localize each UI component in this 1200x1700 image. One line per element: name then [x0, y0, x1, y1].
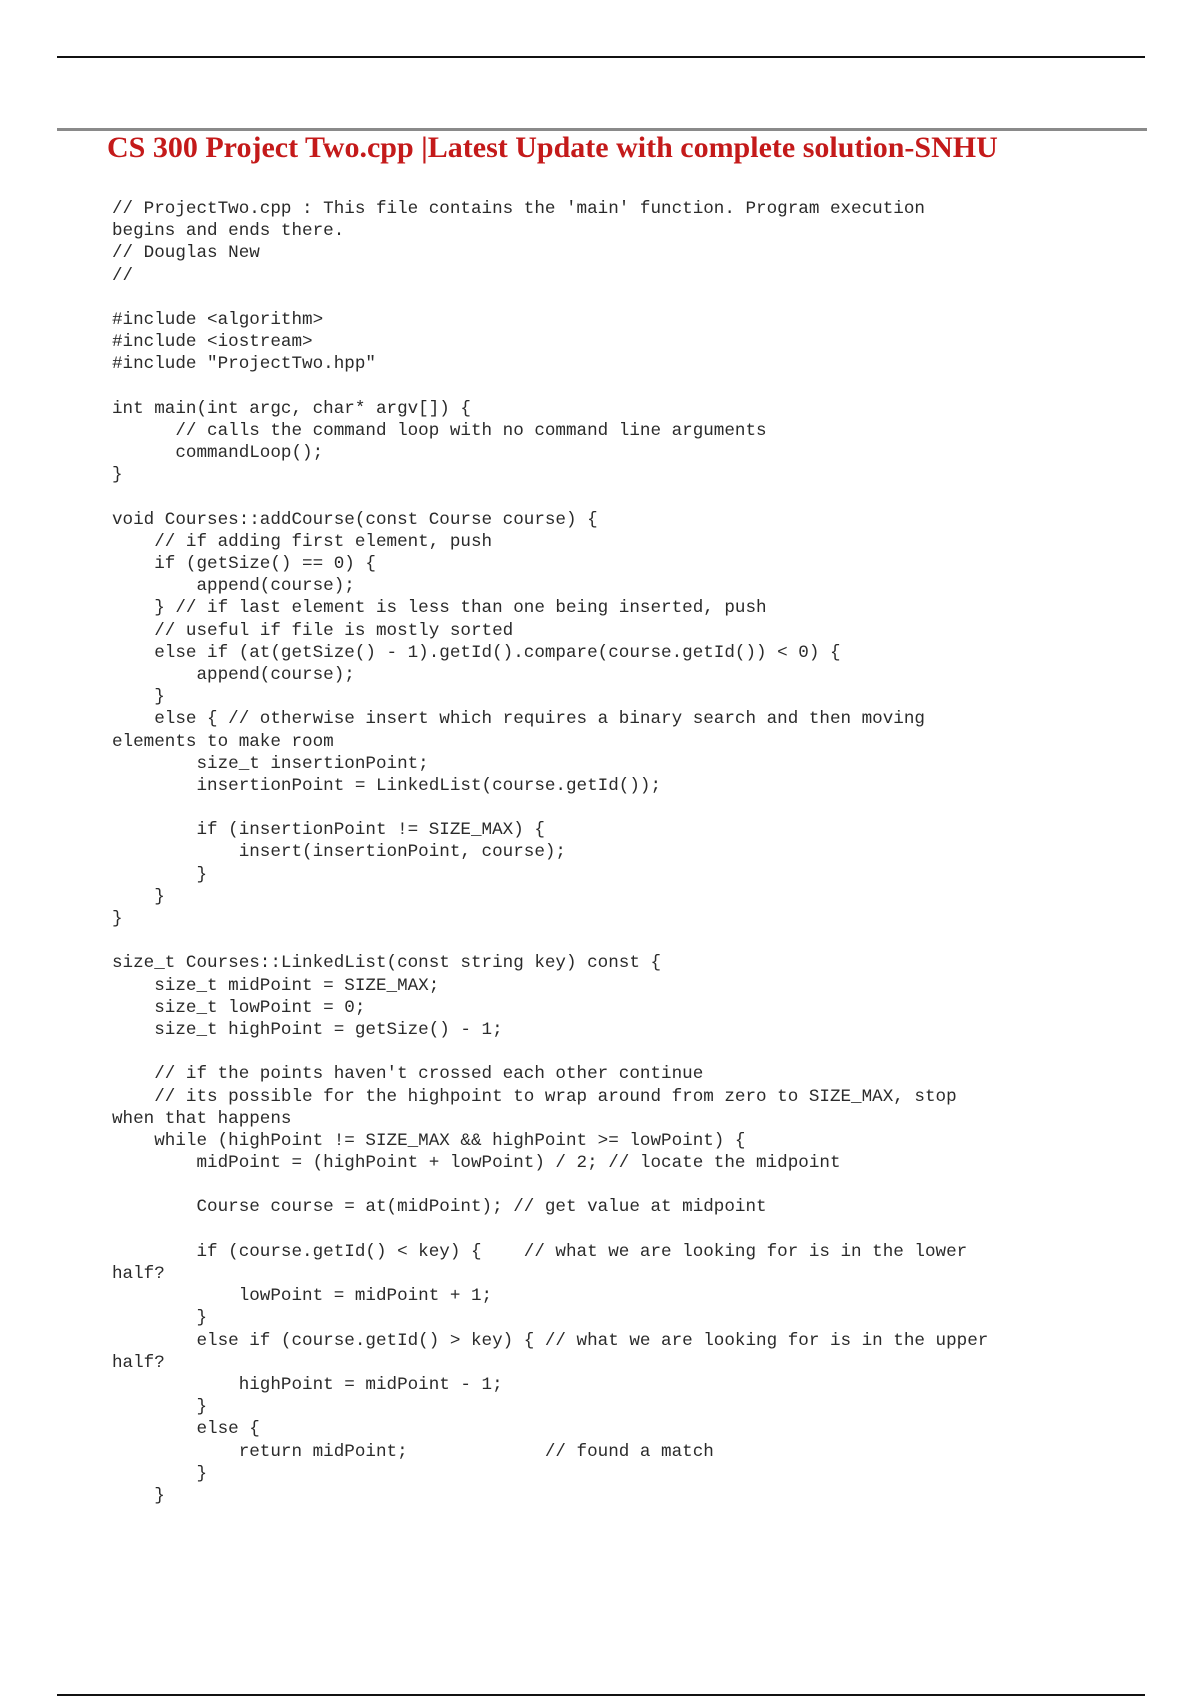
code-line: append(course);: [112, 664, 355, 685]
code-line: // calls the command loop with no command line arguments: [112, 420, 767, 441]
code-line: if (getSize() == 0) {: [112, 554, 376, 574]
code-line: } // if last element is less than one being inserted, push: [112, 598, 767, 619]
code-line: elements to make room: [112, 731, 334, 752]
code-line: [112, 287, 1122, 309]
code-line: size_t midPoint = SIZE_MAX;: [112, 975, 440, 996]
code-line: }: [112, 1308, 208, 1329]
code-line: insert(insertionPoint, course);: [112, 842, 566, 863]
code-line: // if the points haven't crossed each other continue: [112, 1064, 704, 1085]
code-line: }: [112, 909, 123, 929]
code-line: else if (at(getSize() - 1).getId().compare(course.getId()) < 0) {: [112, 642, 841, 663]
code-line: }: [112, 886, 165, 907]
code-line: return midPoint; // found a match: [112, 1441, 714, 1462]
top-rule: [57, 56, 1145, 58]
code-line: highPoint = midPoint - 1;: [112, 1374, 503, 1395]
code-line: #include "ProjectTwo.hpp": [112, 354, 376, 375]
code-line: #include <iostream>: [112, 332, 313, 353]
code-line: // Douglas New: [112, 243, 260, 264]
code-line: lowPoint = midPoint + 1;: [112, 1286, 493, 1307]
code-line: // its possible for the highpoint to wrap around from zero to SIZE_MAX, stop: [112, 1086, 957, 1107]
code-line: [112, 1041, 1122, 1063]
code-line: }: [112, 1485, 165, 1506]
code-line: [112, 930, 1122, 952]
document-title: CS 300 Project Two.cpp |Latest Update with complete solution-SNHU: [107, 131, 998, 164]
code-line: when that happens: [112, 1108, 292, 1129]
code-line: }: [112, 687, 165, 708]
code-line: [112, 1174, 1122, 1196]
code-line: //: [112, 265, 134, 286]
code-line: [112, 486, 1122, 508]
code-line: commandLoop();: [112, 443, 324, 464]
code-line: // if adding first element, push: [112, 531, 493, 552]
code-line: size_t highPoint = getSize() - 1;: [112, 1019, 503, 1040]
code-line: else {: [112, 1419, 260, 1440]
code-line: begins and ends there.: [112, 221, 345, 242]
code-line: }: [112, 1463, 208, 1484]
code-line: size_t Courses::LinkedList(const string key) const {: [112, 953, 662, 974]
code-line: }: [112, 465, 123, 486]
code-line: else if (course.getId() > key) { // what we are looking for is in the upper: [112, 1330, 989, 1351]
code-line: [112, 1219, 1122, 1241]
code-line: // ProjectTwo.cpp : This file contains the 'main' function. Program execution: [112, 199, 925, 219]
code-line: // useful if file is mostly sorted: [112, 620, 514, 641]
code-line: size_t insertionPoint;: [112, 753, 429, 774]
code-line: [112, 376, 1122, 398]
code-line: half?: [112, 1352, 165, 1373]
bottom-rule: [57, 1694, 1145, 1696]
code-line: Course course = at(midPoint); // get value at midpoint: [112, 1197, 767, 1218]
code-line: if (insertionPoint != SIZE_MAX) {: [112, 820, 545, 841]
code-line: insertionPoint = LinkedList(course.getId());: [112, 775, 662, 796]
code-line: size_t lowPoint = 0;: [112, 997, 366, 1018]
code-line: #include <algorithm>: [112, 309, 324, 330]
code-line: half?: [112, 1264, 165, 1284]
code-line: }: [112, 864, 208, 885]
code-line: [112, 797, 1122, 819]
code-line: append(course);: [112, 576, 355, 597]
code-line: else { // otherwise insert which requires a binary search and then moving: [112, 709, 925, 730]
code-line: void Courses::addCourse(const Course course) {: [112, 509, 598, 530]
code-line: int main(int argc, char* argv[]) {: [112, 398, 471, 419]
code-line: midPoint = (highPoint + lowPoint) / 2; // locate the midpoint: [112, 1153, 841, 1174]
code-line: while (highPoint != SIZE_MAX && highPoint >= lowPoint) {: [112, 1130, 746, 1151]
code-line: }: [112, 1397, 208, 1418]
code-line: if (course.getId() < key) { // what we are looking for is in the lower: [112, 1241, 968, 1262]
code-listing: [112, 198, 1122, 1507]
